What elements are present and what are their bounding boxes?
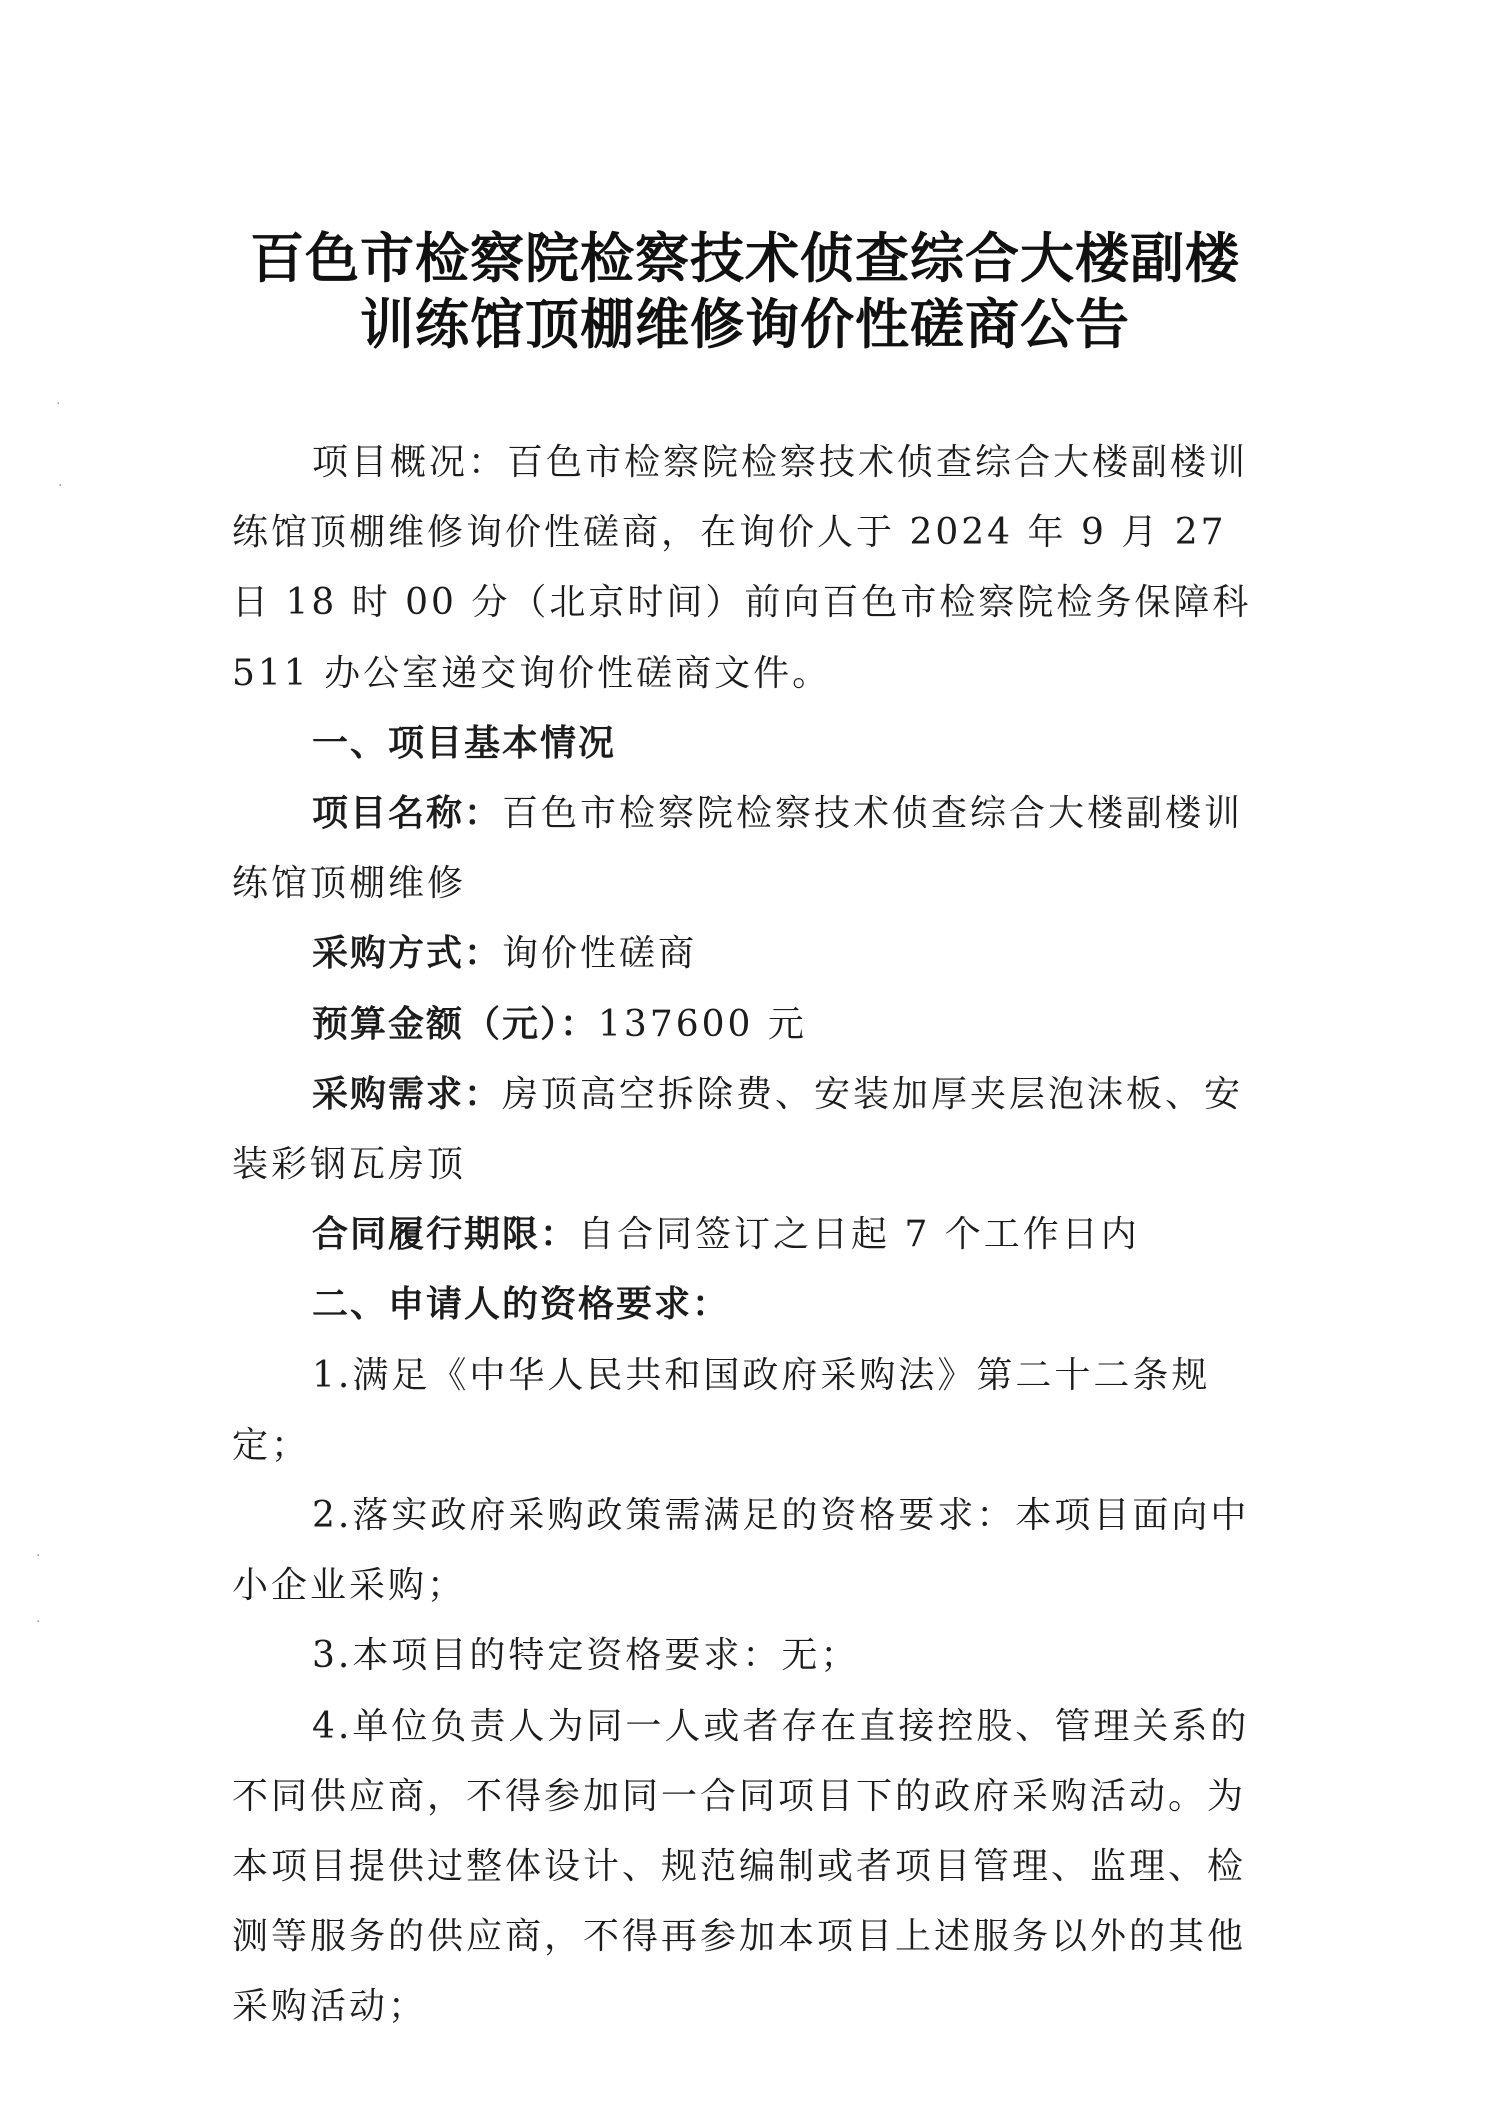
scan-speck: · (36, 1614, 41, 1630)
period-row (232, 1200, 1272, 1270)
section-2-heading: 二、申请人的资格要求： (312, 1284, 731, 1326)
overview-paragraph: 项目概况：百色市检察院检察技术侦查综合大楼副楼训练馆顶棚维修询价性磋商，在询价人于 2024 年 9 月 27 日 18 时 00 分（北京时间）前向百色市检察院检务保障科 511 办公室递交询价性磋商文件。 (232, 442, 1252, 694)
project-name-value: 百色市检察院检察技术侦查综合大楼副楼训练馆顶棚维修 (232, 793, 1244, 905)
requirement-value: 房顶高空拆除费、安装加厚夹层泡沫板、安装彩钢瓦房顶 (232, 1073, 1244, 1186)
project-name-label: 项目名称： (312, 793, 503, 835)
method-label: 采购方式： (312, 933, 503, 975)
qualification-item: 1.满足《中华人民共和国政府采购法》第二十二条规定； (232, 1354, 1211, 1466)
method-row (232, 919, 1272, 989)
qualification-item: 3.本项目的特定资格要求：无； (312, 1635, 860, 1677)
qualification-item: 2.落实政府采购政策需满足的资格要求：本项目面向中小企业采购； (232, 1495, 1250, 1607)
budget-value: 137600 元 (598, 1003, 807, 1045)
scan-speck: · (36, 1548, 41, 1564)
requirement-row (232, 1060, 1272, 1200)
scan-speck: · (56, 396, 61, 412)
document-title-line-2: 训练馆顶棚维修询价性磋商公告 (360, 293, 1130, 356)
budget-label: 预算金额（元）： (312, 1003, 599, 1045)
requirement-label: 采购需求： (312, 1073, 503, 1115)
project-name-row (232, 779, 1272, 919)
period-label: 合同履行期限： (312, 1214, 579, 1256)
document-title-line-1: 百色市检察院检察技术侦查综合大楼副楼 (250, 227, 1240, 290)
scan-speck: · (58, 478, 63, 494)
section-1-heading: 一、项目基本情况 (312, 722, 617, 764)
document-body (232, 428, 1272, 2043)
period-value: 自合同签订之日起 7 个工作日内 (578, 1214, 1140, 1256)
method-value: 询价性磋商 (502, 933, 698, 975)
qualification-item: 4.单位负责人为同一人或者存在直接控股、管理关系的不同供应商，不得参加同一合同项目下的政府采购活动。为本项目提供过整体设计、规范编制或者项目管理、监理、检测等服务的供应商，不得再参加本项目上述服务以外的其他采购活动； (232, 1705, 1250, 2028)
budget-row (232, 990, 1272, 1060)
